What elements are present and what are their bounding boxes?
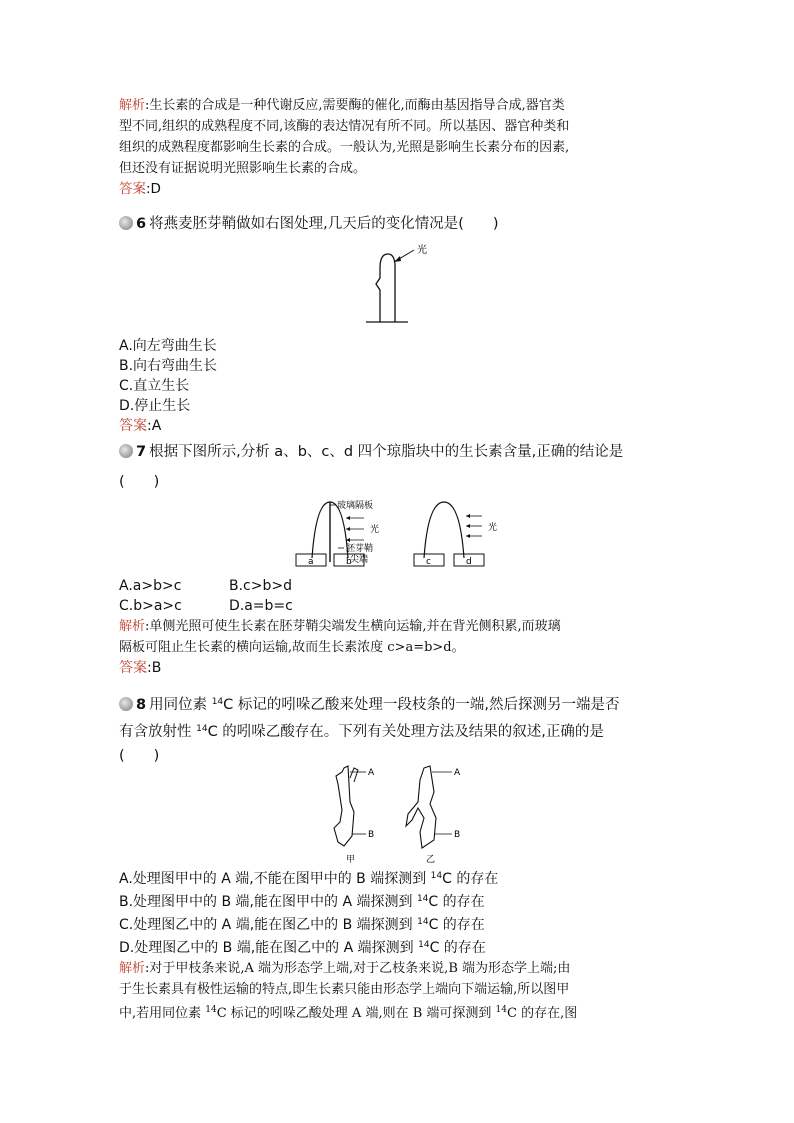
q8-section [119,690,675,768]
block-d-label: d [466,557,472,567]
q8-analysis-line: 中,若用同位素 $^{14}$C 标记的吲哚乙酸处理 A 端,则在 B 端可探测到 $^{14}$C 的存在,图 [119,1005,578,1021]
block-b-label: b [346,557,352,567]
q5-section [119,95,675,200]
q8-stem-line3: ( ) [119,748,160,764]
q7-analysis-line: 隔板可阻止生长素的横向运输,故而生长素浓度 c>a=b>d。 [119,640,465,655]
q8-stem-line2: 有含放射性 $^{14}$C 的吲哚乙酸存在。下列有关处理方法及结果的叙述,正确的是 [119,724,604,740]
light-label: 光 [488,523,498,533]
end-b-label: B [368,830,375,840]
block-a-label: a [308,557,314,567]
light-label: 光 [370,525,380,535]
end-a-label: A [454,768,461,778]
arrowhead-icon [346,527,350,531]
option-a[interactable]: A.处理图甲中的 A 端,不能在图甲中的 B 端探测到 $^{14}$C 的存在 [119,871,499,887]
option-a[interactable]: A.向左弯曲生长 [119,338,217,354]
arrowhead-icon [466,514,470,518]
analysis-label: 解析 [119,619,146,634]
q6-stem: 6 将燕麦胚芽鞘做如右图处理,几天后的变化情况是( ) [119,212,675,236]
option-d[interactable]: D.处理图乙中的 B 端,能在图乙中的 A 端探测到 $^{14}$C 的存在 [119,940,486,956]
q8-branch-figure [326,762,476,866]
branch-jia [334,766,354,846]
end-a-label: A [368,768,375,778]
option-d[interactable]: D.停止生长 [119,398,191,414]
q7-stem: 7 根据下图所示,分析 a、b、c、d 四个琼脂块中的生长素含量,正确的结论是 [119,440,675,464]
arrowhead-icon [346,516,350,520]
q7-stem-line2: ( ) [119,474,160,490]
q7-section [119,440,675,494]
figure-caption-yi: 乙 [426,855,436,865]
q7-experiment-figure [290,496,510,572]
answer-label: 答案 [119,181,146,197]
option-c[interactable]: C.处理图乙中的 A 端,能在图乙中的 B 端探测到 $^{14}$C 的存在 [119,917,485,933]
q5-analysis-line: 组织的成熟程度都影响生长素的合成。一般认为,光照是影响生长素分布的因素, [119,140,570,155]
q7-answer: 答案:B [119,660,162,676]
q6-coleoptile-figure [358,240,438,328]
answer-label: 答案 [119,660,147,676]
end-b-label: B [454,830,461,840]
q5-analysis-line: 型不同,组织的成熟程度不同,该酶的表达情况有所不同。所以基因、器官种类和 [119,119,570,134]
coleoptile-right [424,502,464,558]
coleoptile-label: 胚芽鞘 [346,544,374,554]
question-bullet-icon [119,697,133,711]
question-bullet-icon [119,216,133,230]
option-b[interactable]: B.c>b>d [229,578,292,594]
q7-analysis-line: 解析:单侧光照可使生长素在胚芽鞘尖端发生横向运输,并在背光侧积累,而玻璃 [119,619,561,634]
q6-answer: 答案:A [119,418,162,434]
light-label: 光 [417,245,427,256]
figure-caption-jia: 甲 [346,855,356,865]
option-a[interactable]: A.a>b>c [119,578,182,594]
arrowhead-icon [466,524,470,528]
q8-options [119,866,675,1024]
coleoptile-outline [376,254,395,322]
q6-section [119,212,675,236]
arrowhead-icon [394,256,401,262]
option-d[interactable]: D.a=b=c [229,598,293,614]
q8-analysis-line: 于生长素具有极性运输的特点,即生长素只能由形态学上端向下端运输,所以图甲 [119,982,570,997]
question-number: 7 [136,444,147,460]
branch-yi [406,766,436,848]
block-c-label: c [426,557,431,567]
analysis-label: 解析 [119,961,146,976]
q6-options [119,336,675,436]
question-bullet-icon [119,444,133,458]
arrowhead-icon [466,534,470,538]
q5-answer: 答案:D [119,181,161,197]
q8-stem-line1: 8 用同位素 $^{14}$C 标记的吲哚乙酸来处理一段枝条的一端,然后探测另一端是否 [119,690,675,717]
q5-analysis-line: 解析:生长素的合成是一种代谢反应,需要酶的催化,而酶由基因指导合成,器官类 [119,98,565,113]
q7-options [119,576,675,678]
coleoptile-tip-label: 尖端 [350,555,369,565]
question-number: 8 [136,697,147,713]
glass-plate-label: 玻璃隔板 [337,501,374,511]
analysis-label: 解析 [119,98,146,113]
option-b[interactable]: B.向右弯曲生长 [119,358,218,374]
q8-analysis-line: 解析:对于甲枝条来说,A 端为形态学上端,对于乙枝条来说,B 端为形态学上端;由 [119,961,571,976]
option-c[interactable]: C.b>a>c [119,598,182,614]
answer-label: 答案 [119,418,147,434]
option-c[interactable]: C.直立生长 [119,378,190,394]
question-number: 6 [136,216,147,232]
q5-analysis-line: 但还没有证据说明光照影响生长素的合成。 [119,161,367,176]
option-b[interactable]: B.处理图甲中的 B 端,能在图甲中的 A 端探测到 $^{14}$C 的存在 [119,894,485,910]
